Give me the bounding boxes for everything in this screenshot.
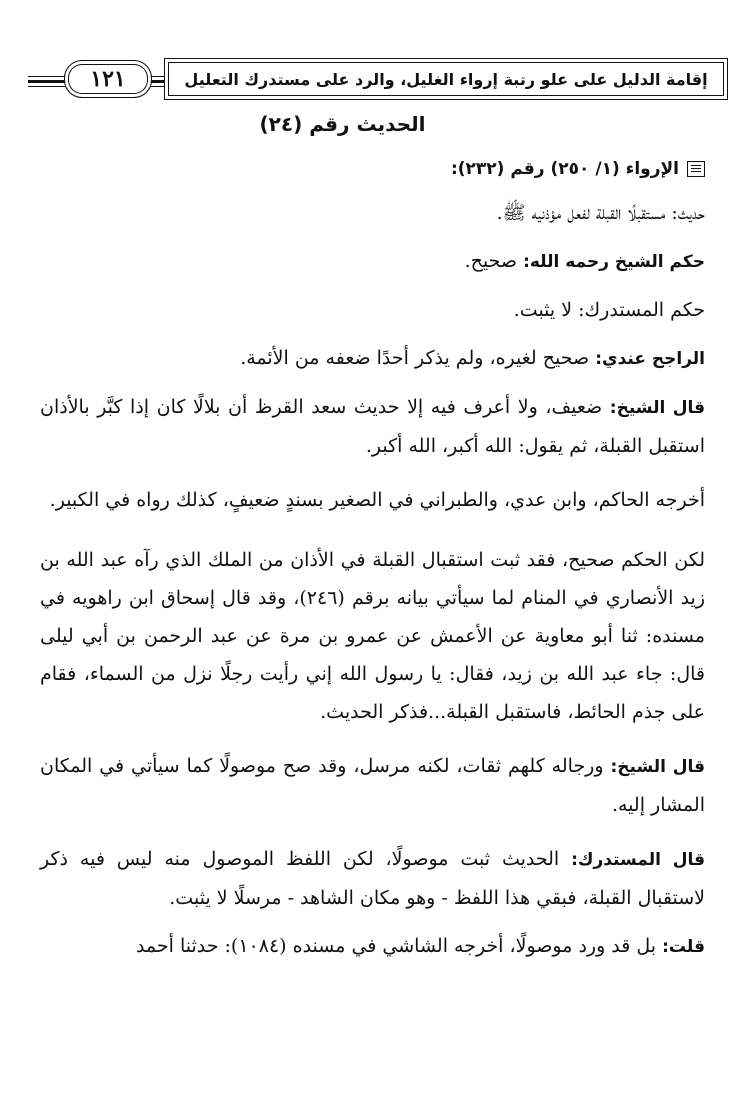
mustadrik-ruling <box>40 291 705 329</box>
mustadrik-ruling-label: حكم المستدرك: <box>578 299 705 321</box>
preferred-label: الراجح عندي: <box>595 349 705 369</box>
hadith-body: مستقبلًا القبلة لفعل مؤذنيه ﷺ. <box>496 202 666 224</box>
ruling-paragraph: لكن الحكم صحيح، فقد ثبت استقبال القبلة في الأذان من الملك الذي رآه عبد الله بن زيد الأنصاري في المنام لما سيأتي بيانه برقم (٢٤٦)، وقد قال إسحاق ابن راهويه في مسنده: ثنا أبو معاوية عن الأعمش عن عمرو بن مرة عن عبد الرحمن بن أبي ليلى قال: جاء عبد الله بن زيد، فقال: يا رسول الله إني رأيت رجلًا نزل من السماء، فقام على جذم الحائط، فاستقبل القبلة...فذكر الحديث. <box>40 549 705 723</box>
hadith-text <box>40 194 705 232</box>
author-statement-text: بل قد ورد موصولًا، أخرجه الشاشي في مسنده (١٠٨٤): حدثنا أحمد <box>135 935 657 957</box>
shaykh-ruling <box>40 242 705 281</box>
book-icon <box>687 161 705 177</box>
mustadrik-statement-text: الحديث ثبت موصولًا، لكن اللفظ الموصول منه ليس فيه ذكر لاستقبال القبلة، فبقي هذا اللفظ - وهو مكان الشاهد - مرسلًا لا يثبت. <box>40 848 705 909</box>
source-reference <box>40 150 705 188</box>
takhrij-paragraph: أخرجه الحاكم، وابن عدي، والطبراني في الصغير بسندٍ ضعيفٍ، كذلك رواه في الكبير. <box>49 489 705 511</box>
mustadrik-statement <box>40 840 705 917</box>
shaykh-statement-1-text: ضعيف، ولا أعرف فيه إلا حديث سعد القرظ أن بلالًا كان إذا كبَّر بالأذان استقبل القبلة، ثم يقول: الله أكبر، الله أكبر. <box>40 396 705 457</box>
page-body <box>40 112 705 966</box>
mustadrik-ruling-value: لا يثبت. <box>513 299 573 321</box>
shaykh-ruling-value: صحيح. <box>464 250 518 272</box>
author-statement-label: قلت: <box>662 937 705 957</box>
preferred-text: صحيح لغيره، ولم يذكر أحدًا ضعفه من الأئمة. <box>240 347 590 369</box>
preferred-ruling <box>40 339 705 378</box>
page-number: ١٢١ <box>64 60 152 98</box>
shaykh-statement-1-label: قال الشيخ: <box>609 398 706 418</box>
page-header <box>28 58 728 102</box>
mustadrik-statement-label: قال المستدرك: <box>571 850 705 870</box>
author-statement <box>40 927 705 966</box>
shaykh-statement-2 <box>40 747 705 824</box>
shaykh-statement-1 <box>40 388 705 465</box>
source-text: الإرواء (١/ ٢٥٠) رقم (٢٣٢): <box>450 159 679 179</box>
hadith-heading: الحديث رقم (٢٤) <box>259 112 426 136</box>
hadith-label: حديث: <box>671 202 705 224</box>
running-title: إقامة الدليل على علو رتبة إرواء الغليل، والرد على مستدرك التعليل <box>164 58 728 100</box>
shaykh-statement-2-label: قال الشيخ: <box>610 757 705 777</box>
shaykh-statement-2-text: ورجاله كلهم ثقات، لكنه مرسل، وقد صح موصولًا كما سيأتي في المكان المشار إليه. <box>40 755 705 816</box>
shaykh-ruling-label: حكم الشيخ رحمه الله: <box>523 252 705 272</box>
